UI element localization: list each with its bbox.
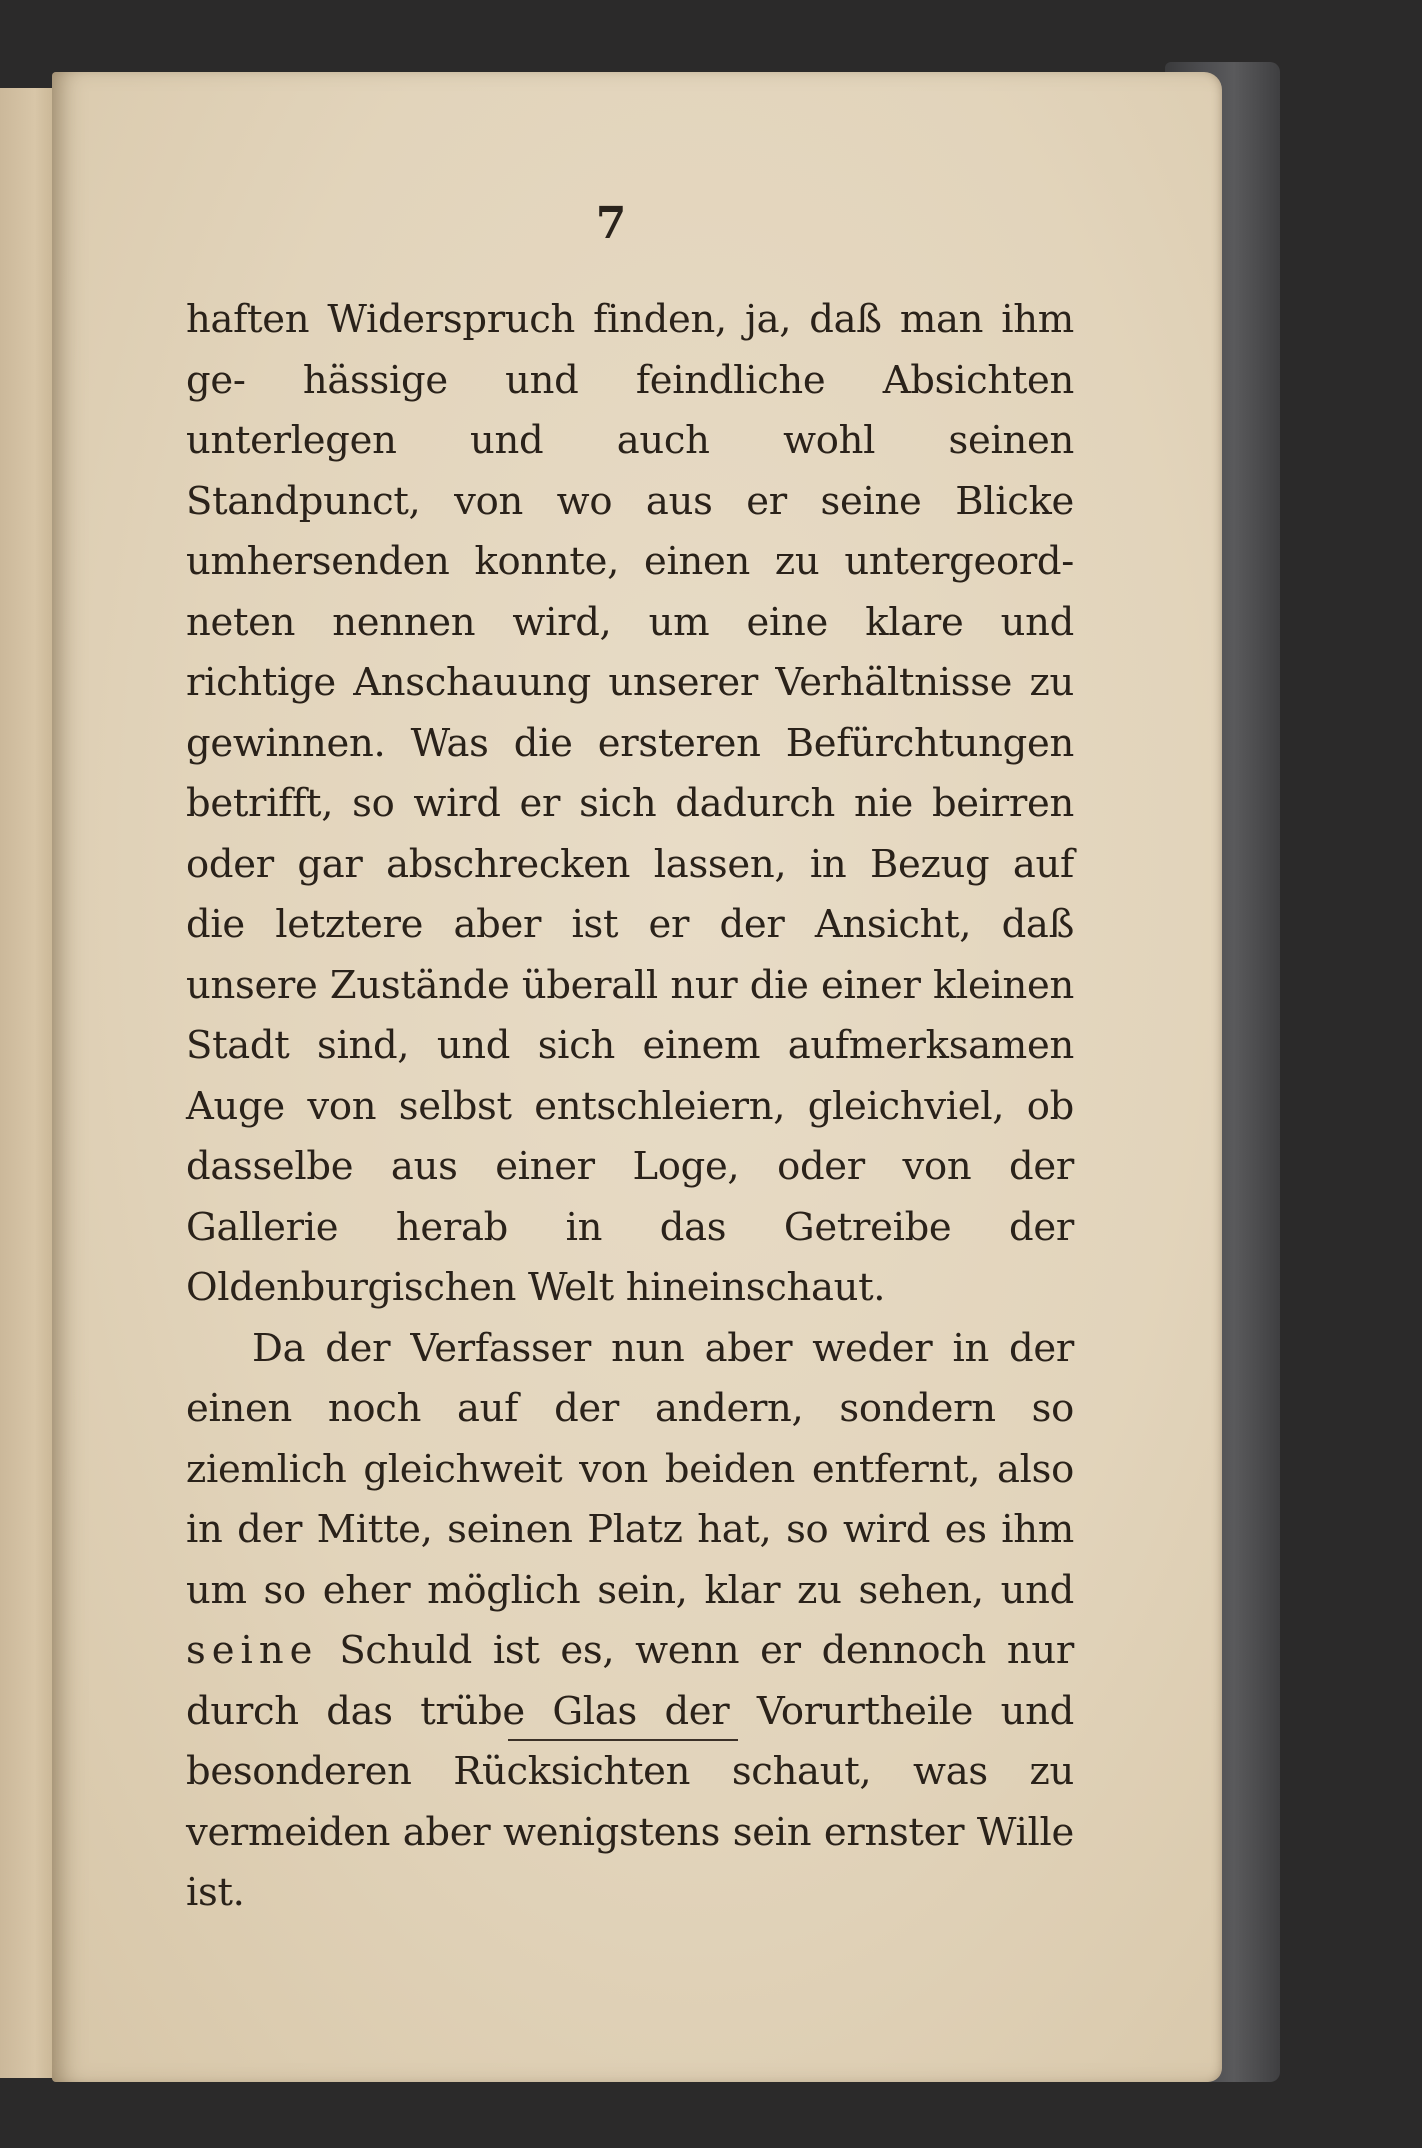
line: gleichweit von beiden entfernt, also in der Mitte, [186,1446,1074,1552]
line: entschleiern, gleichviel, ob dasselbe aus einer Loge, [186,1083,1074,1189]
line: Da der Verfasser nun aber weder in der [252,1325,1074,1371]
line: der Vorurtheile und besonderen Rücksichten schaut, [186,1688,1074,1794]
line: seinen Platz hat, so wird es ihm um so eher [186,1507,1074,1613]
page-text [186,290,1074,1924]
section-divider [508,1739,738,1741]
line: Schuld ist [339,1628,540,1673]
line: es, wenn er dennoch nur durch das trübe Glas [186,1628,1074,1734]
facing-page-edge [0,88,58,2078]
line: Anschauung unserer Verhältnisse zu gewinnen. Was [186,660,1074,766]
emphasized-word: seine [186,1628,319,1673]
line: die ersteren Befürchtungen betrifft, so wird er sich [186,720,1074,826]
paragraph-1 [186,290,1074,1319]
line: einen noch auf der andern, sondern so ziemlich [186,1386,1074,1492]
line: möglich sein, klar zu sehen, und [427,1567,1074,1613]
page-number: 7 [595,198,627,249]
line: haften Widerspruch finden, ja, daß man ihm ge- [186,297,1074,403]
line: was zu vermeiden aber wenigstens sein ernster [186,1749,1074,1855]
line: sind, und sich einem aufmerksamen Auge von selbst [186,1023,1074,1129]
paragraph-2 [186,1319,1074,1924]
line: unsere Zustände überall nur die einer kleinen Stadt [186,962,1074,1068]
line: Wille ist. [186,1809,1074,1915]
line: Blicke umhersenden konnte, einen zu untergeord- [186,478,1074,584]
line: Bezug auf die letztere aber ist er der Ansicht, daß [186,841,1074,947]
line: neten nennen wird, um eine klare und richtige [186,599,1074,705]
line: oder von der Gallerie herab in das Getreibe der [186,1144,1074,1250]
line: hässige und feindliche Absichten unterlegen und auch [186,357,1074,463]
line: wohl seinen Standpunct, von wo aus er seine [186,418,1074,524]
line: dadurch nie beirren oder gar abschrecken lassen, in [186,781,1074,887]
line: Oldenburgischen Welt hineinschaut. [186,1265,886,1310]
